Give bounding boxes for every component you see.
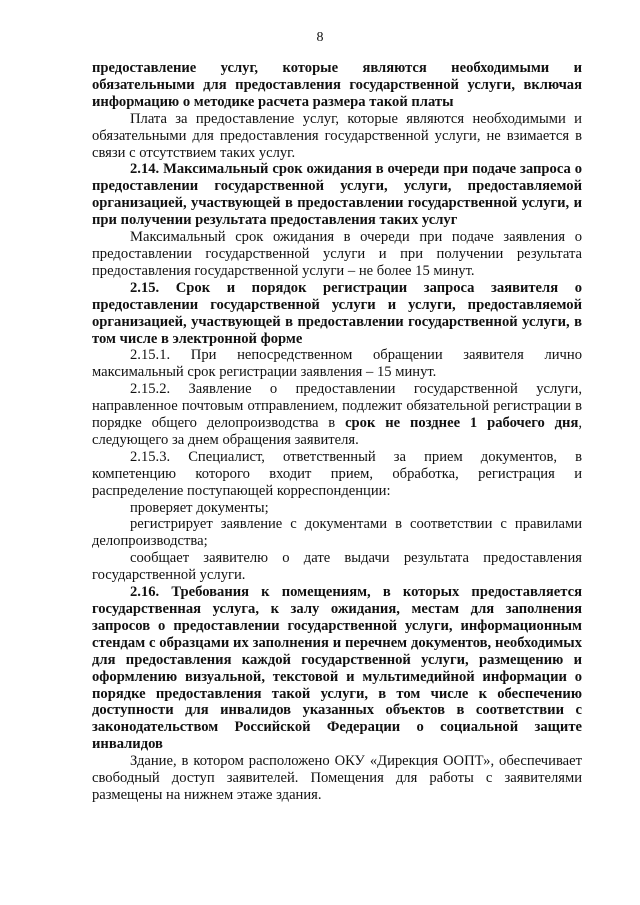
section-heading-2-16: 2.16. Требования к помещениям, в которых предоставляется государственная услуга, к залу ожидания, местам для заполнения запросов о предоставлении государственной услуги, информационным стендам с образцами их заполнения и перечнем документов, необходимых для предоставления каждой государственной услуги, размещению и оформлению визуальной, текстовой и мультимедийной информации о порядке предоставления такой услуги, в том числе к обеспечению доступности для инвалидов указанных объектов в соответствии с законодательством Российской Федерации о социальной защите инвалидов (92, 584, 582, 753)
paragraph-queue-time: Максимальный срок ожидания в очереди при подаче заявления о предоставлении государственной услуги и при получении результата предоставления государственной услуги – не более 15 минут. (92, 229, 582, 279)
registration-deadline: срок не позднее 1 рабочего дня (345, 415, 579, 432)
paragraph-2-15-2-end: , следующего за днем обращения заявителя. (92, 415, 582, 448)
list-item-check-documents: проверяет документы; (130, 499, 269, 516)
paragraph-2-15-2 (92, 381, 582, 449)
paragraph-2-15-2-start: 2.15.2. Заявление о предоставлении государственной услуги, направленное почтовым отправлением, подлежит обязательной регистрации в порядке общего делопроизводства в (92, 381, 582, 432)
paragraph-fee: Плата за предоставление услуг, которые являются необходимыми и обязательными для предоставления государственной услуги, не взимается в связи с отсутствием таких услуг. (92, 110, 582, 161)
paragraph-2-15-3: 2.15.3. Специалист, ответственный за прием документов, в компетенцию которого входит прием, обработка, регистрация и распределение поступающей корреспонденции: (92, 448, 582, 499)
list-item-inform-applicant: сообщает заявителю о дате выдачи результата предоставления государственной услуги. (92, 550, 582, 584)
section-heading-continuation: предоставление услуг, которые являются необходимыми и обязательными для предоставления государственной услуги, включая информацию о методике расчета размера такой платы (92, 60, 582, 110)
section-heading-2-14: 2.14. Максимальный срок ожидания в очереди при подаче запроса о предоставлении государственной услуги, услуги, предоставляемой организацией, участвующей в предоставлении государственной услуги, и при получении результата предоставления таких услуг (92, 161, 582, 229)
paragraph-2-15-1: 2.15.1. При непосредственном обращении заявителя лично максимальный срок регистрации заявления – 15 минут. (92, 347, 582, 381)
paragraph-building: Здание, в котором расположено ОКУ «Дирекция ООПТ», обеспечивает свободный доступ заявителей. Помещения для работы с заявителями размещены на нижнем этаже здания. (92, 753, 582, 803)
page-content (92, 60, 582, 804)
page-number: 8 (316, 30, 324, 45)
section-heading-2-15: 2.15. Срок и порядок регистрации запроса заявителя о предоставлении государственной услуги и услуги, предоставляемой организацией, участвующей в предоставлении государственной услуги, в том числе в электронной форме (92, 279, 582, 347)
list-item-register-application: регистрирует заявление с документами в соответствии с правилами делопроизводства; (92, 516, 582, 550)
